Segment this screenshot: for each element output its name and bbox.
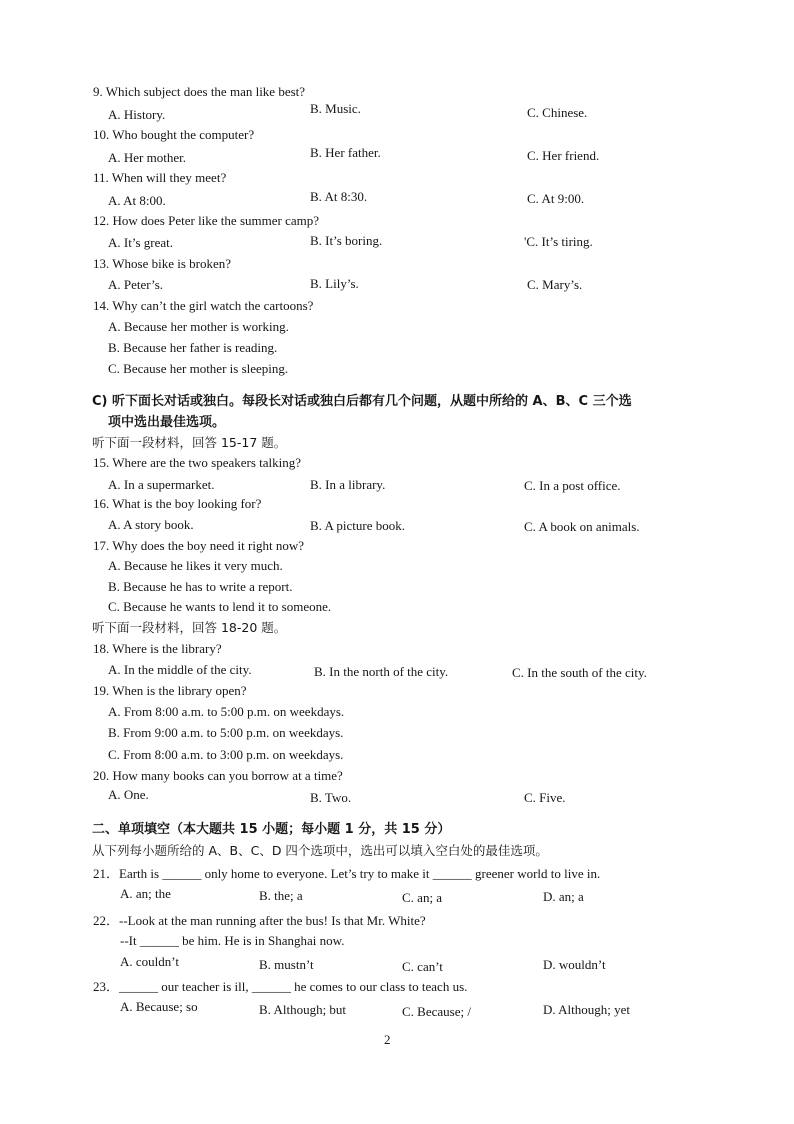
option-22c: C. can’t (402, 959, 443, 974)
section-c-heading-cont: 项中选出最佳选项。 (108, 415, 226, 430)
option-21d: D. an; a (543, 889, 584, 904)
option-20c: C. Five. (524, 790, 566, 805)
option-20b: B. Two. (310, 790, 352, 805)
option-23c: C. Because; / (402, 1004, 471, 1019)
option-11b: B. At 8:30. (310, 189, 368, 204)
option-17c: C. Because he wants to lend it to someone. (108, 599, 332, 614)
section-2-heading: 二、单项填空（本大题共 15 小题；每小题 1 分，共 15 分） (92, 822, 451, 837)
question-22-reply: --It ______ be him. He is in Shanghai now. (120, 933, 345, 948)
option-9c: C. Chinese. (527, 105, 588, 120)
section-2-instruction: 从下列每小题所给的 A、B、C、D 四个选项中，选出可以填入空白处的最佳选项。 (92, 843, 548, 858)
option-17b: B. Because he has to write a report. (108, 579, 293, 594)
option-12a: A. It’s great. (108, 235, 173, 250)
option-16b: B. A picture book. (310, 518, 405, 533)
option-22b: B. mustn’t (259, 957, 314, 972)
option-11c: C. At 9:00. (527, 191, 585, 206)
intro-18-20: 听下面一段材料，回答 18-20 题。 (92, 620, 287, 635)
question-9: 9. Which subject does the man like best? (93, 84, 306, 99)
option-14b: B. Because her father is reading. (108, 340, 278, 355)
option-12b: B. It’s boring. (310, 233, 383, 248)
option-15b: B. In a library. (310, 477, 386, 492)
option-19a: A. From 8:00 a.m. to 5:00 p.m. on weekdays. (108, 704, 345, 719)
option-21a: A. an; the (120, 886, 171, 901)
option-18c: C. In the south of the city. (512, 665, 647, 680)
question-20: 20. How many books can you borrow at a time? (93, 768, 343, 783)
option-14a: A. Because her mother is working. (108, 319, 289, 334)
option-18b: B. In the north of the city. (314, 664, 449, 679)
option-14c: C. Because her mother is sleeping. (108, 361, 289, 376)
option-9b: B. Music. (310, 101, 361, 116)
option-22a: A. couldn’t (120, 954, 179, 969)
intro-15-17: 听下面一段材料，回答 15-17 题。 (92, 435, 287, 450)
question-21: 21．Earth is ______ only home to everyone. Let’s try to make it ______ greener world to live in. (93, 866, 601, 881)
option-18a: A. In the middle of the city. (108, 662, 252, 677)
question-16: 16. What is the boy looking for? (93, 496, 262, 511)
question-15: 15. Where are the two speakers talking? (93, 455, 302, 470)
section-c-heading: C) 听下面长对话或独白。每段长对话或独白后都有几个问题，从题中所给的 A、B、C 三个选 (92, 394, 632, 409)
option-9a: A. History. (108, 107, 166, 122)
option-13c: C. Mary’s. (527, 277, 583, 292)
option-17a: A. Because he likes it very much. (108, 558, 283, 573)
question-19: 19. When is the library open? (93, 683, 247, 698)
option-23d: D. Although; yet (543, 1002, 631, 1017)
option-19b: B. From 9:00 a.m. to 5:00 p.m. on weekdays. (108, 725, 344, 740)
question-14: 14. Why can’t the girl watch the cartoons? (93, 298, 314, 313)
page-number: 2 (384, 1032, 391, 1047)
question-12: 12. How does Peter like the summer camp? (93, 213, 319, 228)
option-15a: A. In a supermarket. (108, 477, 215, 492)
option-21c: C. an; a (402, 890, 443, 905)
option-22d: D. wouldn’t (543, 957, 606, 972)
option-16c: C. A book on animals. (524, 519, 640, 534)
question-18: 18. Where is the library? (93, 641, 222, 656)
option-13a: A. Peter’s. (108, 277, 164, 292)
question-17: 17. Why does the boy need it right now? (93, 538, 304, 553)
option-10c: C. Her friend. (527, 148, 600, 163)
option-21b: B. the; a (259, 888, 303, 903)
question-11: 11. When will they meet? (93, 170, 227, 185)
question-10: 10. Who bought the computer? (93, 127, 255, 142)
option-23b: B. Although; but (259, 1002, 347, 1017)
option-13b: B. Lily’s. (310, 276, 359, 291)
option-11a: A. At 8:00. (108, 193, 166, 208)
option-10b: B. Her father. (310, 145, 381, 160)
option-16a: A. A story book. (108, 517, 194, 532)
option-12c: 'C. It’s tiring. (524, 234, 593, 249)
question-22: 22．--Look at the man running after the bus! Is that Mr. White? (93, 913, 426, 928)
option-15c: C. In a post office. (524, 478, 621, 493)
question-13: 13. Whose bike is broken? (93, 256, 232, 271)
option-23a: A. Because; so (120, 999, 198, 1014)
option-10a: A. Her mother. (108, 150, 186, 165)
option-20a: A. One. (108, 787, 149, 802)
option-19c: C. From 8:00 a.m. to 3:00 p.m. on weekdays. (108, 747, 344, 762)
question-23: 23．______ our teacher is ill, ______ he comes to our class to teach us. (93, 979, 468, 994)
